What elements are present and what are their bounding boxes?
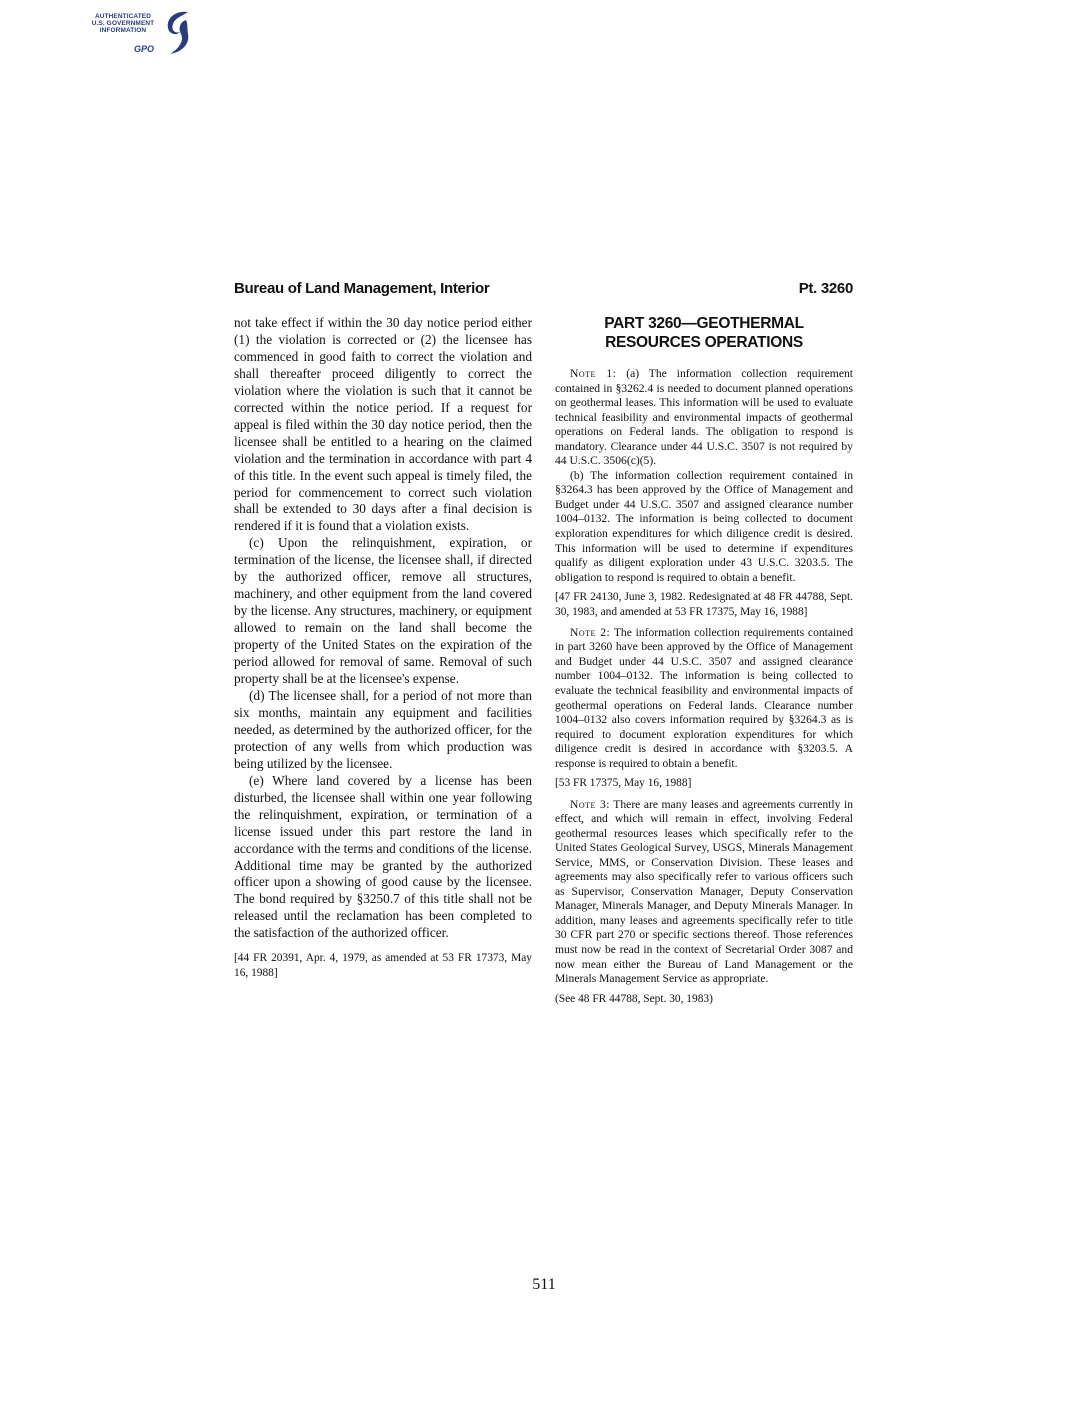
note-2 (555, 626, 853, 771)
note-3 (555, 798, 853, 987)
note-1-a-text: (a) The information collection requirement contained in §3262.4 is needed to document planned operations on geothermal leases. This information will be used to evaluate technical feasibility and environmental impacts of geothermal operations on Federal lands. The obligation to respond is mandatory. Clearance under 44 U.S.C. 3507 is not required by 44 U.S.C. 3506(c)(5). (555, 367, 853, 468)
source-citation: [44 FR 20391, Apr. 4, 1979, as amended at 53 FR 17373, May 16, 1988] (234, 952, 532, 979)
logo-text (80, 13, 166, 34)
note-2-citation: [53 FR 17375, May 16, 1988] (555, 777, 692, 790)
logo-line-1: AUTHENTICATED (94, 13, 152, 20)
paragraph-continuation: not take effect if within the 30 day notice period either (1) the violation is corrected or (2) the licensee has commenced in good faith to correct the violation and shall thereafter proceed diligently to correct the violation where the violation is such that it cannot be corrected within the notice period. If a request for appeal is filed within the 30 day notice period, then the licensee shall be entitled to a hearing on the claimed violation and the termination in accordance with part 4 of this title. In the event such appeal is timely filed, the period for commencement to correct such violation shall be extended to 30 days after a final decision is rendered if it is found that a violation exists. (234, 315, 532, 534)
note-3-text: There are many leases and agreements currently in effect, and which will remain in effect, involving Federal geothermal resources leases which specifically refer to the United States Geological Survey, USGS, Minerals Management Service, MMS, or Conservation Division. These leases and agreements may also specifically refer to various officers such as Supervisor, Conservation Manager, Deputy Conservation Manager, Minerals Manager, and Deputy Minerals Manager. In addition, many leases and agreements specifically refer to title 30 CFR part 270 or specific sections thereof. Those references must now be read in the context of Secretarial Order 3087 and now mean either the Bureau of Land Management or the Minerals Management Service as appropriate. (555, 797, 853, 986)
gpo-authentication-logo (80, 8, 200, 60)
running-head-right: Pt. 3260 (798, 280, 853, 297)
right-column (555, 315, 853, 1006)
paragraph-c: (c) Upon the relinquishment, expiration, or termination of the license, the licensee shall, if directed by the authorized officer, remove all structures, machinery, and other equipment from the land covered by the license. Any structures, machinery, or equipment allowed to remain on the land shall become the property of the United States on the expiration of the period allowed for removal of same. Removal of such property shall be at the licensee's expense. (234, 535, 532, 687)
left-column (234, 315, 532, 980)
note-1-citation: [47 FR 24130, June 3, 1982. Redesignated at 48 FR 44788, Sept. 30, 1983, and amended at 53 FR 17375, May 16, 1988] (555, 591, 853, 618)
note-3-citation: (See 48 FR 44788, Sept. 30, 1983) (555, 992, 713, 1005)
note-2-label: Note 2: (570, 625, 611, 639)
running-head-left: Bureau of Land Management, Interior (234, 280, 490, 297)
eagle-icon (158, 8, 198, 60)
note-3-label: Note 3: (570, 797, 610, 811)
note-1-a (555, 367, 853, 469)
paragraph-e: (e) Where land covered by a license has been disturbed, the licensee shall within one year following the relinquishment, expiration, or termination of a license issued under this part restore the land in accordance with the terms and conditions of the license. Additional time may be granted by the authorized officer upon a showing of good cause by the licensee. The bond required by §3250.7 of this title shall not be released until the reclamation has been completed to the satisfaction of the authorized officer. (234, 772, 532, 941)
paragraph-d: (d) The licensee shall, for a period of not more than six months, maintain any equipment and facilities needed, as determined by the authorized officer, for the protection of any wells from which production was being utilized by the licensee. (234, 687, 532, 771)
logo-mark: GPO (134, 44, 155, 54)
part-title-line-1: PART 3260—GEOTHERMAL (604, 315, 804, 332)
part-title (555, 315, 853, 352)
note-1-b: (b) The information collection requirement contained in §3264.3 has been approved by the Office of Management and Budget under 44 U.S.C. 3507 and assigned clearance number 1004–0132. The information is being collected to document exploration expenditures for which diligence credit is desired. This information will be used to determine if expenditures qualify as diligent exploration under 43 U.S.C. 3203.5. The obligation to respond is required to obtain a benefit. (555, 468, 853, 584)
part-title-line-2: RESOURCES OPERATIONS (605, 333, 803, 351)
note-2-text: The information collection requirements contained in part 3260 have been approved by the Office of Management and Budget under 44 U.S.C. 3507 and assigned clearance number 1004–0132. The information is being collected to evaluate the technical feasibility and environmental impacts of geothermal operations on Federal lands. Clearance number 1004–0132 also covers information required by §3264.3 as is required to document exploration expenditures for which diligence credit is desired in accordance with §3203.5. A response is required to obtain a benefit. (555, 625, 853, 770)
note-1-label: Note 1: (570, 367, 617, 380)
page-number: 511 (532, 1276, 556, 1293)
logo-line-2: U.S. GOVERNMENT (91, 20, 155, 27)
logo-line-3: INFORMATION (99, 27, 147, 34)
